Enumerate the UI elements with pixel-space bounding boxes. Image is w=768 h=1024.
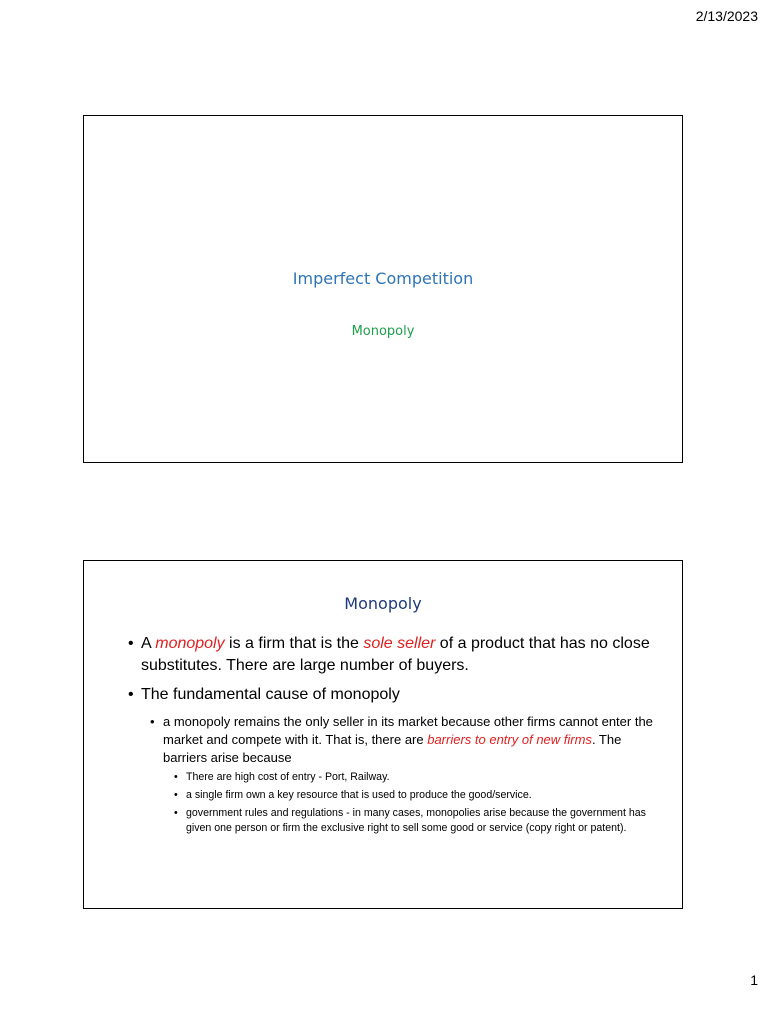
slide-title	[83, 115, 683, 463]
emphasis-sole-seller: sole seller	[363, 635, 436, 652]
bullet-monopoly-definition: • A monopoly is a firm that is the sole seller of a product that has no close substitutes. There are large number of buyers.	[128, 633, 654, 677]
page-number: 1	[750, 972, 758, 988]
slide-monopoly	[83, 560, 683, 909]
sub-sub-bullet-cost-of-entry: • There are high cost of entry - Port, Railway.	[128, 770, 654, 785]
emphasis-monopoly: monopoly	[155, 635, 225, 652]
page-date: 2/13/2023	[695, 8, 758, 24]
sub-sub-bullet-key-resource: • a single firm own a key resource that is used to produce the good/service.	[128, 788, 654, 803]
slide-2-body	[128, 633, 654, 836]
slide-2-title: Monopoly	[344, 594, 422, 613]
sub-sub-bullet-government-rules: • government rules and regulations - in many cases, monopolies arise because the government has given one person or firm the exclusive right to sell some good or service (copy right or patent).	[128, 806, 654, 836]
bullet-fundamental-cause: • The fundamental cause of monopoly	[128, 684, 654, 706]
slide-1-title: Imperfect Competition	[292, 269, 474, 288]
sub-bullet-barriers: • a monopoly remains the only seller in its market because other firms cannot enter the market and compete with it. That is, there are barriers to entry of new firms. The barriers arise because	[128, 713, 654, 767]
emphasis-barriers: barriers to entry of new firms	[427, 732, 592, 747]
slide-1-subtitle: Monopoly	[351, 324, 415, 339]
